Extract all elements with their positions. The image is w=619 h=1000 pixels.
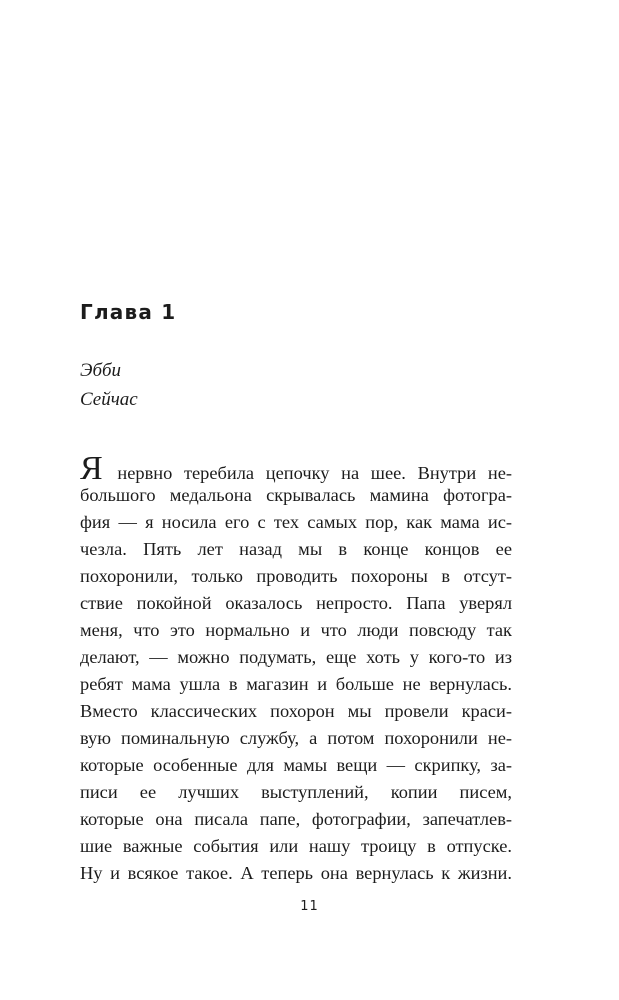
body-line: чезла. Пять лет назад мы в конце концов ее <box>80 539 512 559</box>
chapter-body <box>80 450 512 887</box>
body-line: меня, что это нормально и что люди повсюду так <box>80 620 512 640</box>
body-line: ребят мама ушла в магазин и больше не вернулась. <box>80 674 512 694</box>
body-line: шие важные события или нашу троицу в отпуске. <box>80 836 512 856</box>
page-number: 11 <box>300 899 319 914</box>
body-line: Вместо классических похорон мы провели краси- <box>80 701 512 721</box>
body-line: похоронили, только проводить похороны в отсут- <box>80 566 512 586</box>
body-line: ствие покойной оказалось непросто. Папа уверял <box>80 593 512 613</box>
chapter-time: Сейчас <box>80 389 138 410</box>
body-line: писи ее лучших выступлений, копии писем, <box>80 782 512 802</box>
body-line: которые она писала папе, фотографии, запечатлев- <box>80 809 512 829</box>
drop-cap: Я <box>80 450 103 487</box>
body-line: большого медальона скрывалась мамина фотогра- <box>80 485 512 505</box>
chapter-narrator: Эбби <box>80 360 122 381</box>
body-line: вую поминальную службу, а потом похоронили не- <box>80 728 512 748</box>
body-line: делают, — можно подумать, еще хоть у кого-то из <box>80 647 512 667</box>
body-line: фия — я носила его с тех самых пор, как мама ис- <box>80 512 512 532</box>
body-line: которые особенные для мамы вещи — скрипку, за- <box>80 755 512 775</box>
chapter-title: Глава 1 <box>80 300 177 324</box>
body-line <box>80 450 512 487</box>
body-line-text: нервно теребила цепочку на шее. Внутри не- <box>105 463 512 483</box>
body-line: Ну и всякое такое. А теперь она вернулась к жизни. <box>80 863 512 883</box>
